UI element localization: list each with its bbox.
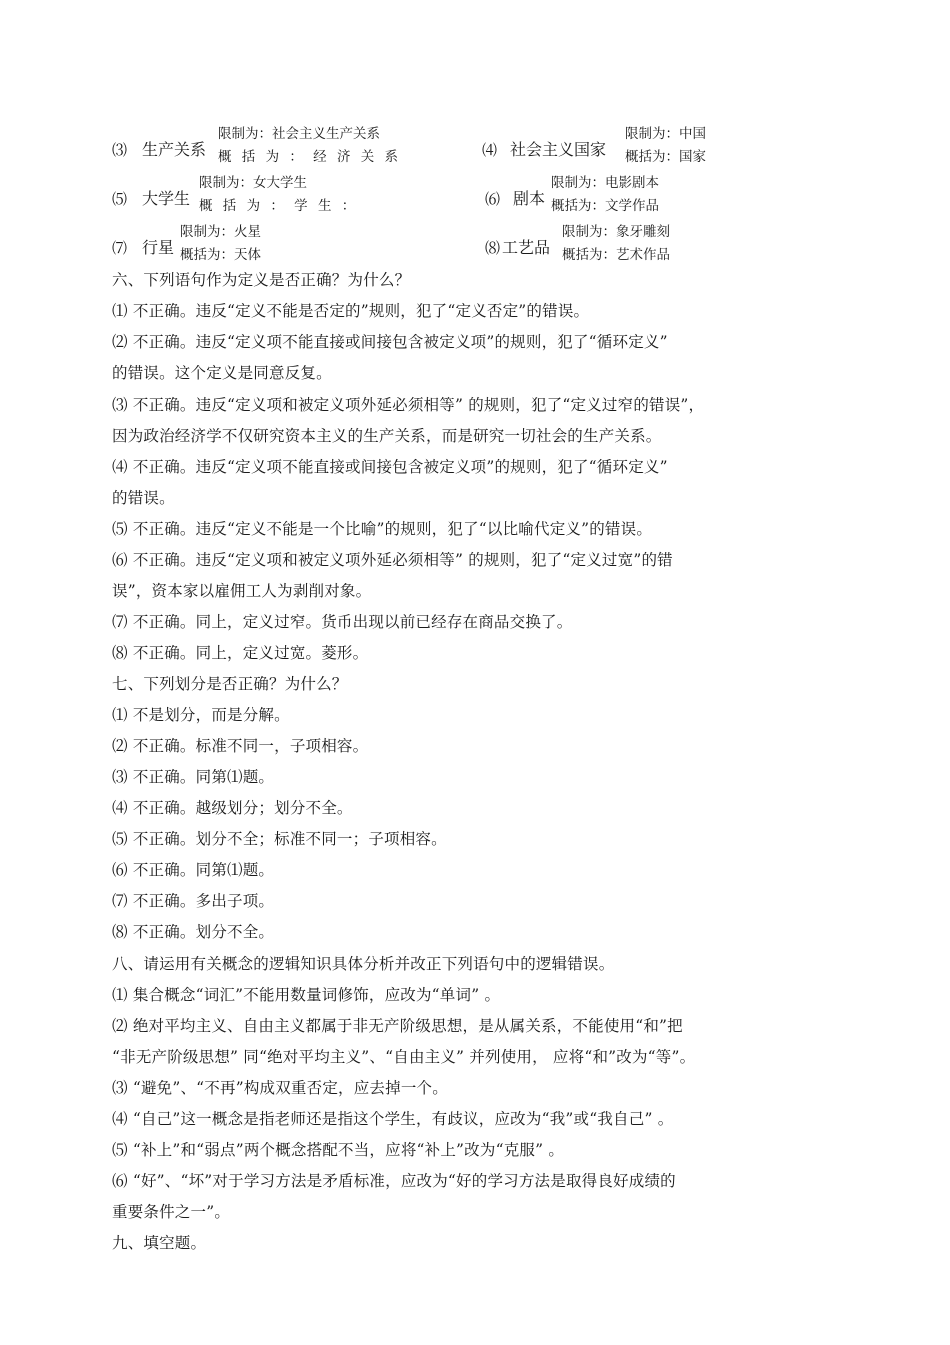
answer-line: ⑴ 不正确。违反“定义不能是否定的”规则，犯了“定义否定”的错误。 [112,302,590,320]
answer-line: ⑹ 不正确。违反“定义项和被定义项外延必须相等” 的规则，犯了“定义过宽”的错 [112,551,673,569]
limit-text: 限制为：社会主义生产关系 [218,126,380,142]
concept-term: 工艺品 [502,238,551,257]
section-heading: 八、请运用有关概念的逻辑知识具体分析并改正下列语句中的逻辑错误。 [112,955,615,973]
limit-text: 限制为：电影剧本 [551,175,659,191]
answer-line: ⑵ 绝对平均主义、自由主义都属于非无产阶级思想，是从属关系，不能使用“和”把 [112,1017,683,1035]
generalize-text: 概括为：国家 [625,149,706,165]
answer-line: ⑴ 集合概念“词汇”不能用数量词修饰，应改为“单词” 。 [112,986,501,1004]
answer-line: ⑻ 不正确。同上，定义过宽。菱形。 [112,644,369,662]
section-heading: 六、下列语句作为定义是否正确？为什么？ [112,271,411,289]
answer-line: ⑸ 不正确。划分不全；标准不同一；子项相容。 [112,830,447,848]
section-heading: 九、填空题。 [112,1234,207,1252]
generalize-text: 概 括 为 ： 学 生 ： [199,198,359,214]
item-number: ⑹ [485,190,501,208]
answer-line: ⑹ 不正确。同第⑴题。 [112,861,275,879]
concept-term: 生产关系 [142,140,207,159]
concept-term: 大学生 [142,189,191,208]
answer-line: ⑸ 不正确。违反“定义不能是一个比喻”的规则，犯了“以比喻代定义”的错误。 [112,520,653,538]
limit-text: 限制为：中国 [625,126,706,142]
concept-term: 行星 [142,238,175,257]
answer-line: 误”，资本家以雇佣工人为剥削对象。 [112,582,372,600]
limit-text: 限制为：象牙雕刻 [562,224,670,240]
answer-line: ⑻ 不正确。划分不全。 [112,923,275,941]
answer-line: ⑺ 不正确。同上，定义过窄。货币出现以前已经存在商品交换了。 [112,613,573,631]
answer-line: ⑷ 不正确。越级划分；划分不全。 [112,799,353,817]
answer-line: ⑵ 不正确。违反“定义项不能直接或间接包含被定义项”的规则，犯了“循环定义” [112,333,668,351]
answer-line: 的错误。这个定义是同意反复。 [112,364,332,382]
generalize-text: 概括为：艺术作品 [562,247,670,263]
concept-term: 社会主义国家 [510,140,607,159]
answer-line: ⑷ “自己”这一概念是指老师还是指这个学生，有歧议，应改为“我”或“我自己” 。 [112,1110,674,1128]
generalize-text: 概 括 为 ： 经 济 关 系 [218,149,402,165]
answer-line: “非无产阶级思想” 同“绝对平均主义”、“自由主义” 并列使用， 应将“和”改为“等”。 [112,1048,696,1066]
answer-line: ⑶ “避免”、“不再”构成双重否定，应去掉一个。 [112,1079,448,1097]
answer-line: ⑶ 不正确。同第⑴题。 [112,768,275,786]
answer-line: ⑹ “好”、“坏”对于学习方法是矛盾标准，应改为“好的学习方法是取得良好成绩的 [112,1172,676,1190]
generalize-text: 概括为：文学作品 [551,198,659,214]
item-number: ⑷ [482,141,498,159]
answer-line: 因为政治经济学不仅研究资本主义的生产关系，而是研究一切社会的生产关系。 [112,427,662,445]
answer-line: ⑺ 不正确。多出子项。 [112,892,275,910]
answer-line: 重要条件之一”。 [112,1203,231,1221]
answer-line: ⑵ 不正确。标准不同一，子项相容。 [112,737,369,755]
answer-line: ⑷ 不正确。违反“定义项不能直接或间接包含被定义项”的规则，犯了“循环定义” [112,458,668,476]
item-number: ⑸ [112,190,128,208]
generalize-text: 概括为：天体 [180,247,261,263]
answer-line: ⑶ 不正确。违反“定义项和被定义项外延必须相等” 的规则，犯了“定义过窄的错误”， [112,396,705,414]
item-number: ⑺ [112,239,128,257]
limit-text: 限制为：女大学生 [199,175,307,191]
item-number: ⑶ [112,141,128,159]
limit-text: 限制为：火星 [180,224,261,240]
item-number: ⑻ [485,239,501,257]
answer-line: ⑸ “补上”和“弱点”两个概念搭配不当，应将“补上”改为“克服” 。 [112,1141,565,1159]
section-heading: 七、下列划分是否正确？为什么？ [112,675,348,693]
answer-line: 的错误。 [112,489,175,507]
concept-term: 剧本 [513,189,546,208]
answer-line: ⑴ 不是划分，而是分解。 [112,706,290,724]
